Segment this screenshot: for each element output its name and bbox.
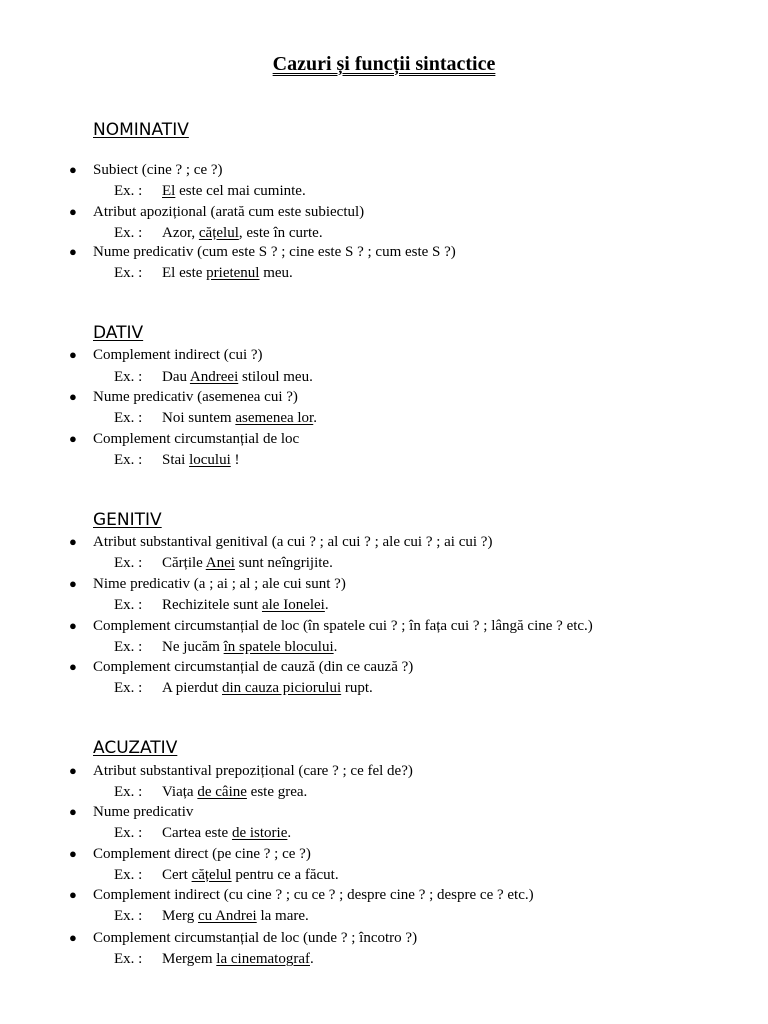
bullet-icon: ● (69, 534, 77, 549)
example-text: Merg (162, 908, 198, 924)
list-item (69, 929, 418, 947)
example-label: Ex. : (114, 951, 143, 967)
function-label: Atribut apozițional (arată cum este subiectul) (93, 204, 365, 220)
example-highlight: Andreei (189, 369, 239, 385)
example-text: este cel mai cuminte. (175, 183, 306, 199)
example-text: Mergem (162, 951, 217, 967)
example-label: Ex. : (114, 639, 143, 655)
example-text: Cărțile (162, 555, 206, 571)
example-highlight: El (162, 183, 176, 199)
example-line (114, 554, 333, 572)
function-label: Nume predicativ (asemenea cui ?) (93, 389, 298, 405)
list-item (69, 658, 414, 676)
function-label: Subiect (cine ? ; ce ?) (93, 162, 223, 178)
example-highlight: cățelul (198, 225, 239, 241)
example-text: pentru ce a făcut. (231, 867, 339, 883)
example-line (114, 368, 313, 386)
example-highlight: la cinematograf (216, 951, 310, 967)
bullet-icon: ● (69, 804, 77, 819)
example-label: Ex. : (114, 825, 143, 841)
example-label: Ex. : (114, 597, 143, 613)
bullet-icon: ● (69, 659, 77, 674)
function-label: Nume predicativ (cum este S ? ; cine este S ? ; cum este S ?) (93, 244, 456, 260)
example-highlight: asemenea lor (235, 410, 314, 426)
example-text: Cartea este (162, 825, 232, 841)
bullet-icon: ● (69, 347, 77, 362)
example-text: Noi suntem (162, 410, 236, 426)
example-text: este grea. (246, 784, 308, 800)
list-item (69, 161, 223, 179)
page-title: Cazuri și funcții sintactice (272, 53, 496, 75)
example-text: meu. (259, 265, 293, 281)
list-item (69, 762, 413, 780)
example-text: . (313, 410, 317, 426)
function-label: Complement indirect (cui ?) (93, 347, 263, 363)
bullet-icon: ● (69, 576, 77, 591)
example-line (114, 783, 307, 801)
example-text: . (310, 951, 314, 967)
example-highlight: în spatele blocului (223, 639, 334, 655)
example-label: Ex. : (114, 867, 143, 883)
list-item (69, 886, 534, 904)
bullet-icon: ● (69, 618, 77, 633)
section-heading-genitiv: GENITIV (93, 510, 162, 530)
example-text: Dau (162, 369, 190, 385)
function-label: Nime predicativ (a ; ai ; al ; ale cui sunt ?) (93, 576, 346, 592)
example-text: El este (162, 265, 207, 281)
example-label: Ex. : (114, 908, 143, 924)
example-highlight: prietenul (206, 265, 260, 281)
list-item (69, 388, 298, 406)
function-label: Atribut substantival prepozițional (care ? ; ce fel de?) (93, 763, 413, 779)
bullet-icon: ● (69, 244, 77, 259)
example-text: ! (230, 452, 240, 468)
example-text: la mare. (256, 908, 309, 924)
function-label: Nume predicativ (93, 804, 194, 820)
example-text: sunt neîngrijite. (234, 555, 333, 571)
example-highlight: cățelul (191, 867, 232, 883)
example-highlight: Anei (205, 555, 235, 571)
example-text: Rechizitele sunt (162, 597, 262, 613)
example-text: . (333, 639, 338, 655)
bullet-icon: ● (69, 431, 77, 446)
example-line (114, 182, 306, 200)
example-text: Stai (162, 452, 190, 468)
example-text: Cert (162, 867, 192, 883)
function-label: Complement circumstanțial de loc (unde ? ; încotro ?) (93, 930, 418, 946)
example-line (114, 824, 291, 842)
list-item (69, 803, 194, 821)
example-text: Azor, (162, 225, 199, 241)
bullet-icon: ● (69, 846, 77, 861)
list-item (69, 575, 346, 593)
example-line (114, 950, 314, 968)
example-line (114, 451, 240, 469)
example-highlight: locului (189, 452, 231, 468)
list-item (69, 533, 493, 551)
list-item (69, 346, 263, 364)
example-text: stiloul meu. (238, 369, 313, 385)
example-text: . (324, 597, 329, 613)
example-line (114, 866, 339, 884)
example-line (114, 224, 323, 242)
example-label: Ex. : (114, 265, 143, 281)
example-label: Ex. : (114, 784, 143, 800)
function-label: Complement circumstanțial de loc (93, 431, 300, 447)
bullet-icon: ● (69, 887, 77, 902)
example-text: Ne jucăm (162, 639, 224, 655)
example-line (114, 409, 317, 427)
example-line (114, 679, 373, 697)
function-label: Complement circumstanțial de loc (în spatele cui ? ; în fața cui ? ; lângă cine ? etc.) (93, 618, 593, 634)
example-text: rupt. (341, 680, 373, 696)
list-item (69, 617, 593, 635)
example-highlight: de câine (197, 784, 247, 800)
example-text: A pierdut (162, 680, 222, 696)
bullet-icon: ● (69, 204, 77, 219)
example-text: . (287, 825, 292, 841)
bullet-icon: ● (69, 162, 77, 177)
function-label: Atribut substantival genitival (a cui ? ; al cui ? ; ale cui ? ; ai cui ?) (93, 534, 493, 550)
example-label: Ex. : (114, 555, 143, 571)
example-highlight: de istorie (231, 825, 288, 841)
bullet-icon: ● (69, 389, 77, 404)
section-heading-dativ: DATIV (93, 323, 144, 343)
bullet-icon: ● (69, 763, 77, 778)
function-label: Complement indirect (cu cine ? ; cu ce ? ; despre cine ? ; despre ce ? etc.) (93, 887, 534, 903)
example-text: Viața (162, 784, 198, 800)
example-highlight: din cauza piciorului (222, 680, 342, 696)
example-label: Ex. : (114, 452, 143, 468)
function-label: Complement direct (pe cine ? ; ce ?) (93, 846, 311, 862)
function-label: Complement circumstanțial de cauză (din ce cauză ?) (93, 659, 414, 675)
list-item (69, 430, 300, 448)
example-label: Ex. : (114, 369, 143, 385)
example-highlight: cu Andrei (197, 908, 257, 924)
example-line (114, 264, 293, 282)
section-heading-nominativ: NOMINATIV (93, 120, 189, 140)
list-item (69, 203, 365, 221)
example-label: Ex. : (114, 183, 143, 199)
bullet-icon: ● (69, 930, 77, 945)
example-text: , este în curte. (238, 225, 323, 241)
example-highlight: ale Ionelei (261, 597, 325, 613)
section-heading-acuzativ: ACUZATIV (93, 738, 178, 758)
example-line (114, 907, 309, 925)
list-item (69, 845, 311, 863)
example-label: Ex. : (114, 680, 143, 696)
example-label: Ex. : (114, 410, 143, 426)
example-label: Ex. : (114, 225, 143, 241)
list-item (69, 243, 456, 261)
example-line (114, 596, 329, 614)
example-line (114, 638, 337, 656)
